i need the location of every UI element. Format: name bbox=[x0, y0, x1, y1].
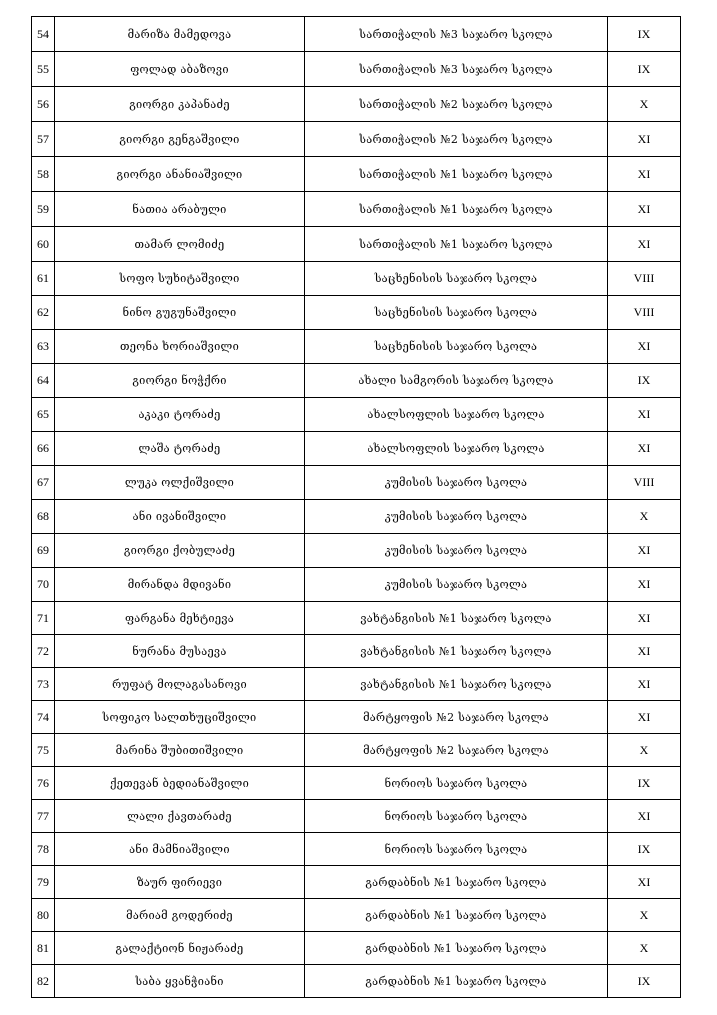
grade-level: IX bbox=[608, 833, 681, 866]
grade-level: XI bbox=[608, 227, 681, 262]
row-number: 69 bbox=[32, 534, 55, 568]
row-number: 56 bbox=[32, 87, 55, 122]
school-name: სართიჭალის №2 საჯარო სკოლა bbox=[305, 87, 608, 122]
school-name: ახალი სამგორის საჯარო სკოლა bbox=[305, 364, 608, 398]
table-row bbox=[32, 899, 681, 932]
student-name: თამარ ლომიძე bbox=[55, 227, 305, 262]
row-number: 80 bbox=[32, 899, 55, 932]
grade-level: VIII bbox=[608, 466, 681, 500]
grade-level: XI bbox=[608, 668, 681, 701]
table-row bbox=[32, 432, 681, 466]
grade-level: X bbox=[608, 87, 681, 122]
row-number: 62 bbox=[32, 296, 55, 330]
table-row bbox=[32, 17, 681, 52]
row-number: 65 bbox=[32, 398, 55, 432]
student-name: გიორგი ნოჭქრი bbox=[55, 364, 305, 398]
table-row bbox=[32, 932, 681, 965]
table-row bbox=[32, 466, 681, 500]
school-name: ახალსოფლის საჯარო სკოლა bbox=[305, 398, 608, 432]
student-name: აკაკი ტორაძე bbox=[55, 398, 305, 432]
student-name: თეონა ხორიაშვილი bbox=[55, 330, 305, 364]
student-name: გიორგი გენგაშვილი bbox=[55, 122, 305, 157]
row-number: 68 bbox=[32, 500, 55, 534]
grade-level: IX bbox=[608, 52, 681, 87]
row-number: 59 bbox=[32, 192, 55, 227]
student-name: გიორგი კაპანაძე bbox=[55, 87, 305, 122]
table-row bbox=[32, 767, 681, 800]
student-name: ფოლად აბაზოვი bbox=[55, 52, 305, 87]
row-number: 82 bbox=[32, 965, 55, 998]
grade-level: X bbox=[608, 734, 681, 767]
table-row bbox=[32, 602, 681, 635]
school-name: მარტყოფის №2 საჯარო სკოლა bbox=[305, 701, 608, 734]
grade-level: VIII bbox=[608, 296, 681, 330]
grade-level: XI bbox=[608, 800, 681, 833]
grade-level: XI bbox=[608, 534, 681, 568]
grade-level: XI bbox=[608, 122, 681, 157]
table-row bbox=[32, 52, 681, 87]
student-name: მარიზა მამედოვა bbox=[55, 17, 305, 52]
table-row bbox=[32, 296, 681, 330]
grade-level: XI bbox=[608, 157, 681, 192]
school-name: საცხენისის საჯარო სკოლა bbox=[305, 330, 608, 364]
school-name: სართიჭალის №3 საჯარო სკოლა bbox=[305, 17, 608, 52]
student-name: ზაურ ფირიევი bbox=[55, 866, 305, 899]
grade-level: IX bbox=[608, 767, 681, 800]
school-name: საცხენისის საჯარო სკოლა bbox=[305, 262, 608, 296]
school-name: კუმისის საჯარო სკოლა bbox=[305, 534, 608, 568]
school-name: საცხენისის საჯარო სკოლა bbox=[305, 296, 608, 330]
student-name: ლუკა ოლქიშვილი bbox=[55, 466, 305, 500]
table-row bbox=[32, 87, 681, 122]
table-row bbox=[32, 534, 681, 568]
row-number: 63 bbox=[32, 330, 55, 364]
grade-level: XI bbox=[608, 602, 681, 635]
student-name: ნურანა მუსაევა bbox=[55, 635, 305, 668]
row-number: 66 bbox=[32, 432, 55, 466]
student-name: რუფატ მოლაგასანოვი bbox=[55, 668, 305, 701]
table-row bbox=[32, 568, 681, 602]
school-name: ვახტანგისის №1 საჯარო სკოლა bbox=[305, 668, 608, 701]
row-number: 76 bbox=[32, 767, 55, 800]
student-name: ანი მამნიაშვილი bbox=[55, 833, 305, 866]
school-name: კუმისის საჯარო სკოლა bbox=[305, 500, 608, 534]
student-name: ლაშა ტორაძე bbox=[55, 432, 305, 466]
table-row bbox=[32, 800, 681, 833]
school-name: სართიჭალის №2 საჯარო სკოლა bbox=[305, 122, 608, 157]
row-number: 75 bbox=[32, 734, 55, 767]
grade-level: XI bbox=[608, 330, 681, 364]
grade-level: X bbox=[608, 500, 681, 534]
school-name: სართიჭალის №1 საჯარო სკოლა bbox=[305, 157, 608, 192]
school-name: ახალსოფლის საჯარო სკოლა bbox=[305, 432, 608, 466]
grade-level: VIII bbox=[608, 262, 681, 296]
grade-level: XI bbox=[608, 432, 681, 466]
table-row bbox=[32, 398, 681, 432]
grade-level: XI bbox=[608, 635, 681, 668]
school-name: ვახტანგისის №1 საჯარო სკოლა bbox=[305, 602, 608, 635]
student-name: ქეთევან ბედიანაშვილი bbox=[55, 767, 305, 800]
table-row bbox=[32, 227, 681, 262]
school-name: გარდაბნის №1 საჯარო სკოლა bbox=[305, 932, 608, 965]
school-name: გარდაბნის №1 საჯარო სკოლა bbox=[305, 899, 608, 932]
row-number: 71 bbox=[32, 602, 55, 635]
school-name: სართიჭალის №1 საჯარო სკოლა bbox=[305, 227, 608, 262]
row-number: 78 bbox=[32, 833, 55, 866]
table-row bbox=[32, 635, 681, 668]
grade-level: X bbox=[608, 899, 681, 932]
student-name: ნათია არაბული bbox=[55, 192, 305, 227]
school-name: ნორიოს საჯარო სკოლა bbox=[305, 833, 608, 866]
student-name: გიორგი ანანიაშვილი bbox=[55, 157, 305, 192]
table-row bbox=[32, 833, 681, 866]
row-number: 61 bbox=[32, 262, 55, 296]
grade-level: IX bbox=[608, 364, 681, 398]
row-number: 77 bbox=[32, 800, 55, 833]
student-name: სოფო სუხიტაშვილი bbox=[55, 262, 305, 296]
row-number: 64 bbox=[32, 364, 55, 398]
student-name: მირანდა მდივანი bbox=[55, 568, 305, 602]
grade-level: X bbox=[608, 932, 681, 965]
school-name: ნორიოს საჯარო სკოლა bbox=[305, 767, 608, 800]
row-number: 72 bbox=[32, 635, 55, 668]
row-number: 57 bbox=[32, 122, 55, 157]
table-row bbox=[32, 330, 681, 364]
school-name: ვახტანგისის №1 საჯარო სკოლა bbox=[305, 635, 608, 668]
school-name: კუმისის საჯარო სკოლა bbox=[305, 568, 608, 602]
grade-level: XI bbox=[608, 568, 681, 602]
grade-level: IX bbox=[608, 17, 681, 52]
table-row bbox=[32, 866, 681, 899]
school-name: კუმისის საჯარო სკოლა bbox=[305, 466, 608, 500]
table-row bbox=[32, 262, 681, 296]
student-name: სოფიკო სალთხუციშვილი bbox=[55, 701, 305, 734]
participants-table bbox=[31, 16, 681, 998]
school-name: სართიჭალის №1 საჯარო სკოლა bbox=[305, 192, 608, 227]
school-name: გარდაბნის №1 საჯარო სკოლა bbox=[305, 965, 608, 998]
table-row bbox=[32, 122, 681, 157]
row-number: 58 bbox=[32, 157, 55, 192]
table-row bbox=[32, 500, 681, 534]
student-name: ფარგანა მეხტიევა bbox=[55, 602, 305, 635]
table-row bbox=[32, 701, 681, 734]
school-name: ნორიოს საჯარო სკოლა bbox=[305, 800, 608, 833]
row-number: 54 bbox=[32, 17, 55, 52]
grade-level: XI bbox=[608, 866, 681, 899]
table-row bbox=[32, 734, 681, 767]
student-name: ნინო გუგუნაშვილი bbox=[55, 296, 305, 330]
student-name: გალაქტიონ ნიჟარაძე bbox=[55, 932, 305, 965]
student-name: საბა ყვანჭიანი bbox=[55, 965, 305, 998]
row-number: 70 bbox=[32, 568, 55, 602]
table-row bbox=[32, 157, 681, 192]
grade-level: XI bbox=[608, 398, 681, 432]
table-row bbox=[32, 668, 681, 701]
participants-table-body bbox=[32, 17, 681, 998]
table-row bbox=[32, 192, 681, 227]
grade-level: XI bbox=[608, 701, 681, 734]
table-row bbox=[32, 364, 681, 398]
school-name: სართიჭალის №3 საჯარო სკოლა bbox=[305, 52, 608, 87]
row-number: 74 bbox=[32, 701, 55, 734]
student-name: ანი ივანიშვილი bbox=[55, 500, 305, 534]
grade-level: XI bbox=[608, 192, 681, 227]
student-name: მარინა შუბითიშვილი bbox=[55, 734, 305, 767]
table-row bbox=[32, 965, 681, 998]
student-name: გიორგი ქობულაძე bbox=[55, 534, 305, 568]
school-name: გარდაბნის №1 საჯარო სკოლა bbox=[305, 866, 608, 899]
student-name: მარიამ გოდერიძე bbox=[55, 899, 305, 932]
row-number: 73 bbox=[32, 668, 55, 701]
row-number: 60 bbox=[32, 227, 55, 262]
row-number: 79 bbox=[32, 866, 55, 899]
student-name: ლალი ქავთარაძე bbox=[55, 800, 305, 833]
row-number: 67 bbox=[32, 466, 55, 500]
row-number: 55 bbox=[32, 52, 55, 87]
row-number: 81 bbox=[32, 932, 55, 965]
school-name: მარტყოფის №2 საჯარო სკოლა bbox=[305, 734, 608, 767]
grade-level: IX bbox=[608, 965, 681, 998]
